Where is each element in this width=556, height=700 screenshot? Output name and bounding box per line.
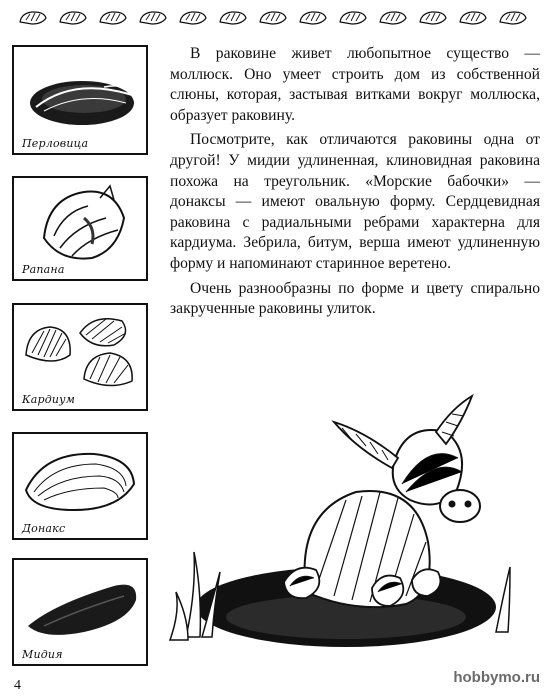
shell-card-perlovitsa [12, 45, 148, 155]
paragraph: Посмотрите, как отличаются раковины одна от другой! У мидии удлиненная, клиновидная раковина похожа на треугольник. «Морские бабочки» — донаксы — имеют овальную форму. Сердцевидная раковина с радиальными ребрами характерна для кардиума. Зебрила, битум, верша имеют удлиненную форму и напоминают старинное веретено. [170, 131, 540, 272]
shell-card-midiya [12, 558, 148, 666]
shell-card-donaks [12, 432, 148, 540]
shell-caption: Мидия [22, 648, 63, 661]
paragraph: В раковине живет любопытное существо — моллюск. Оно умеет строить дом из собственной слюны, которая, застывая витками вокруг моллюска, образует раковину. [170, 45, 540, 124]
shell-caption: Рапана [22, 263, 65, 276]
shell-goat-figure-icon [166, 392, 536, 662]
snail-border-icon [16, 6, 536, 28]
paragraph: Очень разнообразны по форме и цвету спирально закрученные раковины улиток. [170, 279, 540, 318]
watermark: hobbymo.ru [453, 669, 540, 686]
article-text [170, 44, 540, 324]
shell-card-kardium [12, 303, 148, 411]
shell-caption: Кардиум [22, 393, 76, 406]
shell-card-rapana [12, 176, 148, 281]
shell-caption: Перловица [22, 137, 89, 150]
shell-caption: Донакс [22, 522, 66, 535]
page-number: 4 [14, 678, 21, 693]
